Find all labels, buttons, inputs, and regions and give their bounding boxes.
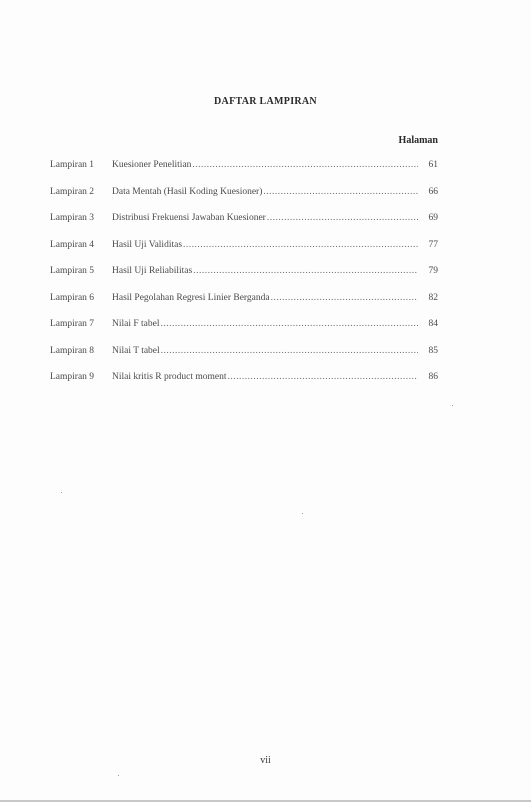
appendix-key: Lampiran 8 [50,345,95,356]
appendix-page-number: 85 [428,345,438,356]
appendix-title: Hasil Pegolahan Regresi Linier Berganda [112,292,270,303]
dot-leader [161,345,418,357]
appendix-entry [50,186,438,213]
dot-leader [271,292,418,304]
dot-leader [183,239,418,251]
appendix-entry [50,159,438,186]
appendix-key: Lampiran 4 [50,239,95,250]
page-number: vii [260,755,271,766]
dot-leader [267,212,418,224]
appendix-page-number: 77 [428,239,438,250]
appendix-key: Lampiran 3 [50,213,95,223]
appendix-title: Nilai kritis R product moment [112,372,227,382]
appendix-title: Distribusi Frekuensi Jawaban Kuesioner [112,213,266,223]
appendix-key: Lampiran 6 [50,292,95,303]
appendix-entry [50,371,438,398]
appendix-entry [50,345,438,372]
appendix-page-number: 84 [428,319,438,329]
dot-leader [192,159,418,171]
dot-leader [263,186,418,198]
appendix-page-number: 66 [428,186,438,197]
appendix-entry [50,292,438,319]
appendix-page-number: 86 [428,372,438,382]
appendix-title: Hasil Uji Validitas [112,239,183,250]
dot-leader [161,318,419,330]
appendix-entry [50,212,438,239]
dot-leader [228,371,418,383]
page-column-header: Halaman [398,135,438,146]
appendix-page-number: 82 [428,292,438,303]
appendix-key: Lampiran 2 [50,186,95,197]
appendix-page-number: 61 [428,160,438,170]
appendix-list [50,159,438,398]
scan-speck [61,492,62,493]
appendix-entry [50,318,438,345]
appendix-key: Lampiran 9 [50,372,95,382]
appendix-title: Kuesioner Penelitian [112,160,192,170]
appendix-key: Lampiran 5 [50,266,95,276]
appendix-key: Lampiran 1 [50,160,95,170]
appendix-page-number: 79 [428,266,438,276]
appendix-key: Lampiran 7 [50,319,95,329]
appendix-title: Nilai T tabel [112,345,160,356]
scan-speck [452,405,453,406]
scan-speck [118,775,119,776]
appendix-entry [50,265,438,292]
appendix-entry [50,239,438,266]
appendix-title: Nilai F tabel [112,319,160,329]
dot-leader [193,265,418,277]
appendix-page-number: 69 [428,213,438,223]
appendix-title: Data Mentah (Hasil Koding Kuesioner) [112,186,263,197]
scan-speck [302,513,303,514]
page-title: DAFTAR LAMPIRAN [214,96,317,107]
appendix-title: Hasil Uji Reliabilitas [112,266,193,276]
